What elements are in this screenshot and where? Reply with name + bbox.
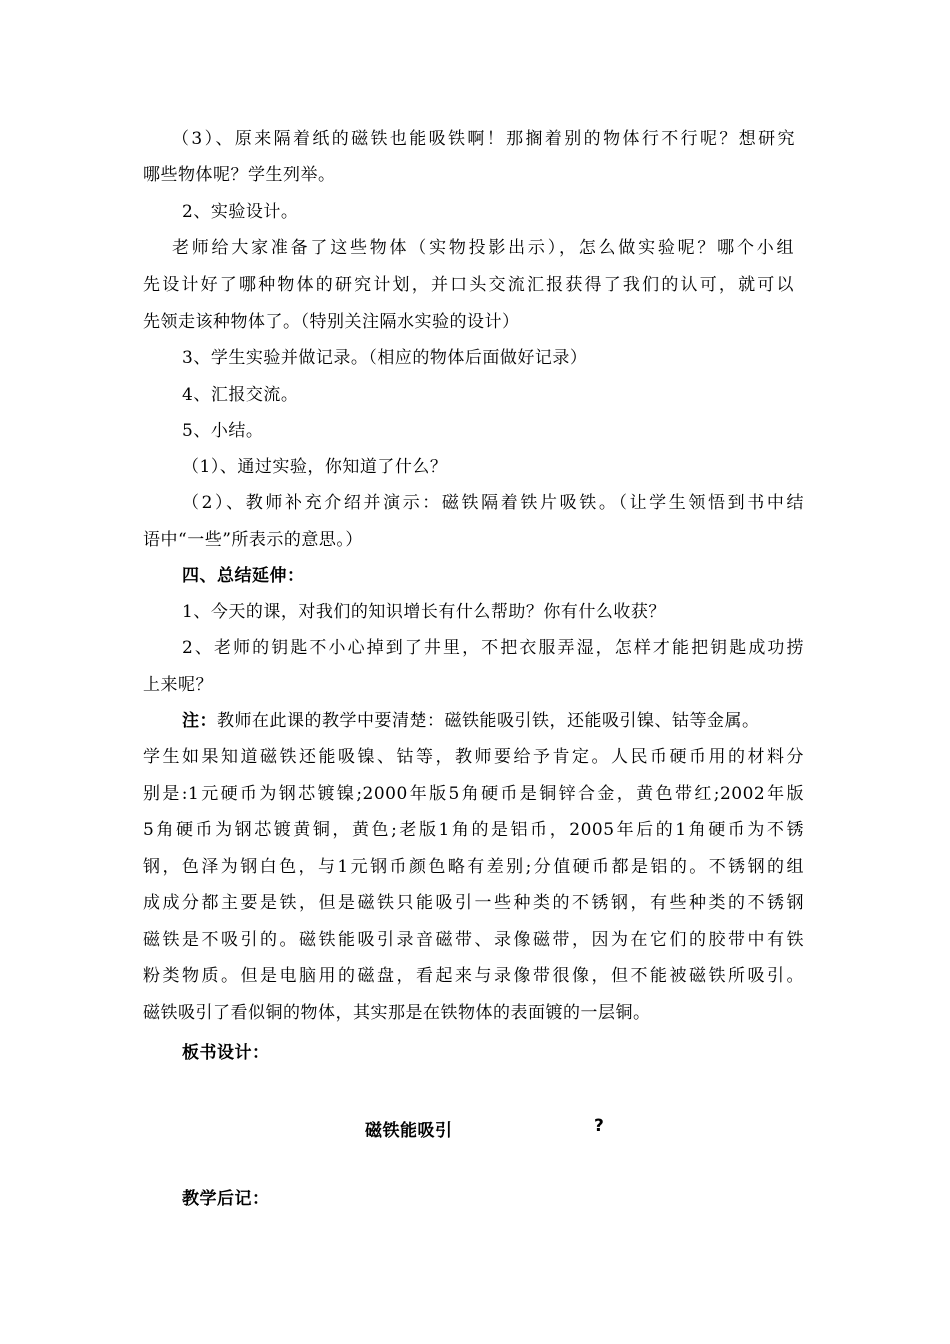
note-line: 磁铁是不吸引的。磁铁能吸引录音磁带、录像磁带，因为在它们的胶带中有铁: [143, 930, 804, 950]
paragraph-line: 1、今天的课，对我们的知识增长有什么帮助？你有什么收获？: [182, 602, 666, 622]
paragraph-line: 2、老师的钥匙不小心掉到了井里，不把衣服弄湿，怎样才能把钥匙成功捞: [182, 638, 804, 658]
paragraph-line: 哪些物体呢？学生列举。: [143, 165, 336, 185]
paragraph-line: 上来呢？: [143, 675, 213, 695]
teaching-notes-heading: 教学后记：: [182, 1189, 270, 1209]
paragraph-line: 3、学生实验并做记录。（相应的物体后面做好记录）: [182, 348, 588, 368]
paragraph-line: （1）、通过实验，你知道了什么？: [182, 457, 448, 477]
note-label: 注：: [182, 711, 217, 731]
note-line: 5角硬币为钢芯镀黄铜，黄色;老版1角的是铝币，2005年后的1角硬币为不锈: [143, 820, 804, 840]
note-line: 别是:1元硬币为钢芯镀镍;2000年版5角硬币是铜锌合金，黄色带红;2002年版: [143, 784, 804, 804]
section-heading: 四、总结延伸：: [182, 566, 305, 586]
paragraph-line: 老师给大家准备了这些物体（实物投影出示），怎么做实验呢？哪个小组: [172, 238, 794, 258]
note-line: 磁铁吸引了看似铜的物体，其实那是在铁物体的表面镀的一层铜。: [143, 1003, 651, 1023]
paragraph-line: 2、实验设计。: [182, 202, 299, 222]
note-line: 成成分都主要是铁，但是磁铁只能吸引一些种类的不锈钢，有些种类的不锈钢: [143, 893, 804, 913]
note-line: [0, 711, 950, 731]
board-design-heading: 板书设计：: [182, 1043, 270, 1063]
paragraph-line: （2）、教师补充介绍并演示：磁铁隔着铁片吸铁。（让学生领悟到书中结: [182, 493, 804, 513]
paragraph-line: 先领走该种物体了。（特别关注隔水实验的设计）: [143, 312, 520, 332]
paragraph-line: 4、汇报交流。: [182, 385, 299, 405]
note-line: 粉类物质。但是电脑用的磁盘，看起来与录像带很像，但不能被磁铁所吸引。: [143, 966, 804, 986]
note-line: 学生如果知道磁铁还能吸镍、钴等，教师要给予肯定。人民币硬币用的材料分: [143, 747, 804, 767]
board-title: 磁铁能吸引: [365, 1121, 453, 1141]
board-question-mark: ?: [594, 1116, 604, 1136]
paragraph-line: 5、小结。: [182, 421, 264, 441]
note-line: 钢，色泽为钢白色，与1元钢币颜色略有差别;分值硬币都是铝的。不锈钢的组: [143, 857, 804, 877]
paragraph-line: 先设计好了哪种物体的研究计划，并口头交流汇报获得了我们的认可，就可以: [143, 275, 794, 295]
paragraph-line: 语中“一些”所表示的意思。）: [143, 530, 363, 550]
note-text: 教师在此课的教学中要清楚：磁铁能吸引铁，还能吸引镍、钴等金属。: [217, 711, 760, 731]
paragraph-line: （3）、原来隔着纸的磁铁也能吸铁啊！那搁着别的物体行不行呢？想研究: [172, 129, 795, 149]
